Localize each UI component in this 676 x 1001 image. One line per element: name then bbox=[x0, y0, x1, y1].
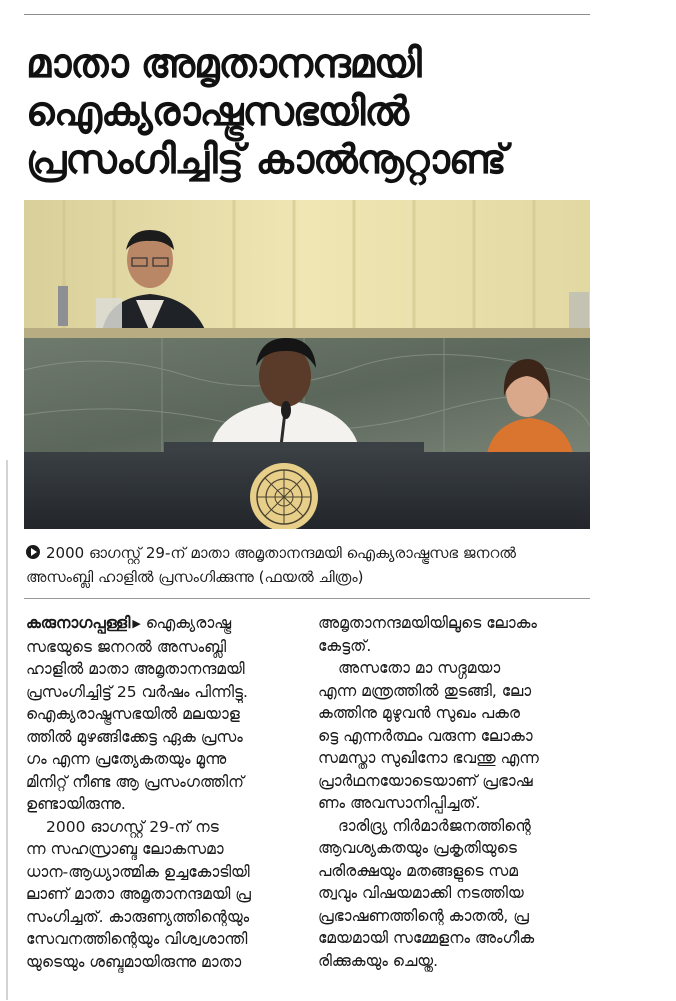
article-line: സമസ്താ സുഖിനോ ഭവന്തു എന്ന bbox=[318, 749, 539, 767]
article-line: ത്തിൽ മുഴങ്ങിക്കേട്ട ഏക പ്രസം bbox=[26, 727, 243, 746]
article-line: സഭയുടെ ജനറൽ അസംബ്ലി bbox=[26, 637, 227, 656]
article-line: ധാന-ആധ്യാത്മിക ഉച്ചകോടിയി bbox=[26, 862, 250, 881]
article-line: അമൃതാനന്ദമയിയിലൂടെ ലോകം bbox=[318, 614, 537, 632]
un-assembly-photo bbox=[24, 200, 590, 529]
article-column-right bbox=[318, 612, 590, 972]
headline-line-2: ഐക്യരാഷ്ട്രസഭയിൽ bbox=[26, 89, 409, 135]
headline-line-3: പ്രസംഗിച്ചിട്ട് കാൽനൂറ്റാണ്ട് bbox=[26, 137, 506, 183]
article-line: രിക്കുകയും ചെയ്തു. bbox=[318, 951, 438, 970]
caption-rule bbox=[24, 598, 590, 599]
article-line: സേവനത്തിന്റെയും വിശ്വശാന്തി bbox=[26, 930, 248, 948]
article-line: സംഗിച്ചത്. കാരുണ്യത്തിന്റെയും bbox=[26, 907, 250, 926]
article-column-left bbox=[26, 612, 302, 973]
dateline: കരുനാഗപ്പള്ളി bbox=[26, 614, 131, 632]
article-line: മിനിറ്റ് നീണ്ട ആ പ്രസംഗത്തിന് bbox=[26, 772, 244, 791]
article-line: 2000 ഓഗസ്റ്റ് 29-ന് നട bbox=[46, 817, 219, 836]
article-line: മേയമായി സമ്മേളനം അംഗീക bbox=[318, 929, 535, 947]
caption-line-1 bbox=[26, 541, 592, 565]
headline-line-1: മാതാ അമൃതാനന്ദമയി bbox=[26, 41, 421, 87]
article-line: ഐക്യരാഷ്ട്രസഭയിൽ മലയാള bbox=[26, 705, 240, 723]
article-text: ഐക്യരാഷ്ട്ര bbox=[145, 614, 232, 632]
article-line: ദാരിദ്ര്യ നിർമാർജനത്തിന്റെ bbox=[338, 816, 531, 835]
play-circle-icon bbox=[26, 545, 40, 559]
headline bbox=[26, 40, 596, 184]
article-line: എന്ന മന്ത്രത്തിൽ തുടങ്ങി, ലോ bbox=[318, 681, 532, 700]
article-line bbox=[26, 612, 302, 636]
rostrum-ledge bbox=[24, 328, 590, 338]
page-edge-mark bbox=[6, 460, 8, 1000]
article-line: ഉണ്ടായിരുന്നു. bbox=[26, 795, 126, 813]
article-line: യുടെയും ശബ്ദമായിരുന്നു മാതാ bbox=[26, 952, 242, 971]
article-line: ണം അവസാനിപ്പിച്ചത്. bbox=[318, 794, 481, 812]
caption-line-2: അസംബ്ലി ഹാളിൽ പ്രസംഗിക്കുന്നു (ഫയൽ ചിത്രം) bbox=[26, 568, 364, 586]
article-line: പ്രാർഥനയോടെയാണ് പ്രഭാഷ bbox=[318, 771, 533, 790]
top-rule bbox=[24, 14, 590, 15]
article-line: പ്രസംഗിച്ചിട്ട് 25 വർഷം പിന്നിട്ടു. bbox=[26, 682, 248, 701]
caption-text-1: 2000 ഓഗസ്റ്റ് 29-ന് മാതാ അമൃതാനന്ദമയി ഐക്യരാഷ്ട്രസഭ ജനറൽ bbox=[46, 544, 517, 562]
article-line: ഹാളിൽ മാതാ അമൃതാനന്ദമയി bbox=[26, 660, 245, 678]
article-line: കേട്ടത്. bbox=[318, 636, 372, 655]
un-emblem bbox=[250, 463, 318, 529]
article-line: ലാണ് മാതാ അമൃതാനന്ദമയി പ്ര bbox=[26, 885, 251, 903]
triangle-right-icon: ▶ bbox=[132, 617, 141, 630]
article-line: പ്രഭാഷണത്തിന്റെ കാതൽ, പ്ര bbox=[318, 906, 529, 925]
article-line: കത്തിനു മുഴുവൻ സുഖം പകര bbox=[318, 704, 521, 722]
photo-caption bbox=[26, 541, 592, 589]
article-line: ട്ടെ എന്നർത്ഥം വരുന്ന ലോകാ bbox=[318, 726, 533, 745]
article-line: ആവശ്യകതയും പ്രകൃതിയുടെ bbox=[318, 839, 517, 857]
article-line: അസതോ മാ സദ്ഗമയാ bbox=[338, 659, 501, 677]
article-line: ത്വവും വിഷയമാക്കി നടത്തിയ bbox=[318, 884, 524, 902]
news-photo bbox=[24, 200, 590, 529]
article-line: ന്ന സഹസ്രാബ്ദ ലോകസമാ bbox=[26, 840, 224, 858]
article-line: ഗം എന്ന പ്രത്യേകതയും മൂന്നു bbox=[26, 750, 227, 768]
article-line: പരിരക്ഷയും മതങ്ങളുടെ സമ bbox=[318, 861, 519, 880]
